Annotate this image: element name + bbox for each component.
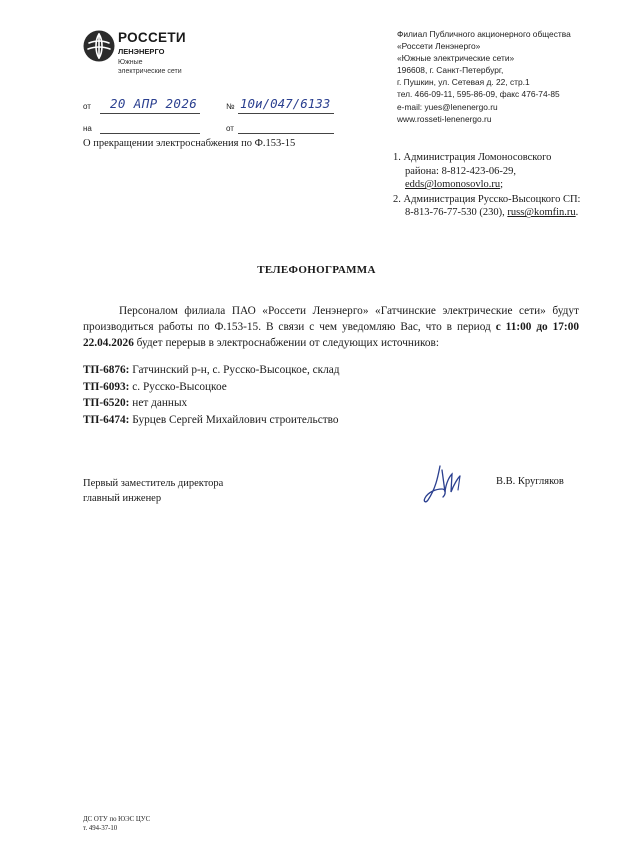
- logo-subname: ЛЕНЭНЕРГО: [118, 47, 165, 56]
- addressee-2: [393, 193, 580, 207]
- signatory-position: [83, 476, 223, 506]
- sender-requisites: [397, 28, 571, 125]
- requisites-line: «Южные электрические сети»: [397, 53, 515, 64]
- registration-number: 10и/047/6133: [240, 96, 331, 111]
- logo-branch-line2: электрические сети: [118, 68, 182, 75]
- addressee-block: [393, 151, 580, 220]
- requisites-line: 196608, г. Санкт-Петербург,: [397, 65, 504, 76]
- reference-date-underline: [238, 133, 334, 134]
- addressee-number: 2.: [393, 193, 401, 205]
- position-line: главный инженер: [83, 493, 162, 504]
- date-underline: [100, 113, 200, 114]
- addressee-1-phone: района: 8-812-423-06-29,: [405, 165, 516, 177]
- requisites-line: тел. 466-09-11, 595-86-09, факс 476-74-85: [397, 89, 560, 100]
- position-line: Первый заместитель директора: [83, 478, 224, 489]
- list-item: [83, 379, 340, 396]
- executor-info: [83, 815, 150, 833]
- document-title: ТЕЛЕФОНОГРАММА: [257, 264, 376, 276]
- date-label: от: [83, 102, 91, 111]
- requisites-line: г. Пушкин, ул. Сетевая д. 22, стр.1: [397, 77, 530, 88]
- logo-branch-line1: Южные: [118, 59, 143, 66]
- substation-description: с. Русско-Высоцкое: [129, 380, 227, 393]
- number-label: №: [226, 102, 235, 111]
- number-underline: [238, 113, 334, 114]
- substation-code: ТП-6093:: [83, 380, 130, 393]
- addressee-name: Администрация Русско-Высоцкого СП:: [403, 193, 581, 205]
- message-body: [83, 303, 579, 351]
- requisites-email: e-mail: yues@lenenergo.ru: [397, 101, 498, 112]
- logo-name: РОССЕТИ: [118, 30, 186, 45]
- handwritten-signature-icon: [418, 462, 478, 506]
- requisites-line: Филиал Публичного акционерного общества: [397, 29, 571, 39]
- list-item: [83, 412, 340, 429]
- substation-description: Гатчинский р-н, с. Русско-Высоцкое, склад: [129, 364, 340, 376]
- punctuation: ;: [500, 179, 504, 191]
- substation-code: ТП-6520:: [83, 397, 130, 409]
- requisites-line: «Россети Ленэнерго»: [397, 41, 481, 52]
- substation-description: Бурцев Сергей Михайлович строительство: [129, 413, 339, 426]
- addressee-2-phone: 8-813-76-77-530 (230),: [405, 207, 508, 219]
- message-text-tail: будет перерыв в электроснабжении от следующих источников:: [133, 337, 440, 349]
- signatory-name: В.В. Кругляков: [496, 476, 564, 487]
- power-sources-list: [83, 362, 340, 428]
- substation-description: нет данных: [129, 397, 188, 409]
- executor-unit: ДС ОТУ по ЮЭС ЦУС: [83, 816, 151, 823]
- subject-line: О прекращении электроснабжения по Ф.153-15: [83, 138, 296, 149]
- addressee-1: [393, 151, 580, 165]
- addressee-1-email-link[interactable]: edds@lomonosovlo.ru: [405, 179, 501, 191]
- addressee-2-email-link[interactable]: russ@komfin.ru: [507, 207, 576, 219]
- reference-date-label: от: [226, 124, 234, 133]
- reference-label: на: [83, 124, 92, 133]
- message-paragraph: [83, 303, 579, 351]
- reference-underline: [100, 133, 200, 134]
- substation-code: ТП-6474:: [83, 413, 130, 426]
- list-item: [83, 395, 340, 412]
- date-stamp: 20 АПР 2026: [110, 96, 198, 111]
- list-item: [83, 362, 340, 379]
- punctuation: .: [575, 207, 579, 219]
- rosseti-logo-icon: [83, 30, 115, 62]
- addressee-name: Администрация Ломоносовского: [403, 152, 552, 163]
- addressee-number: 1.: [393, 152, 401, 163]
- executor-phone: т. 494-37-10: [83, 825, 118, 832]
- requisites-website: www.rosseti-lenenergo.ru: [397, 113, 492, 124]
- addressee-2-contact-row: [393, 206, 580, 220]
- substation-code: ТП-6876:: [83, 364, 130, 376]
- outage-period: с 11:00 до 17:00 22.04.2026: [83, 321, 579, 349]
- addressee-1-email-row: [393, 178, 580, 192]
- message-text: Персоналом филиала ПАО «Россети Ленэнерго» «Гатчинские электрические сети» будут производиться работы по Ф.153-15. В связи с чем уведомляю Вас, что в период: [83, 305, 579, 333]
